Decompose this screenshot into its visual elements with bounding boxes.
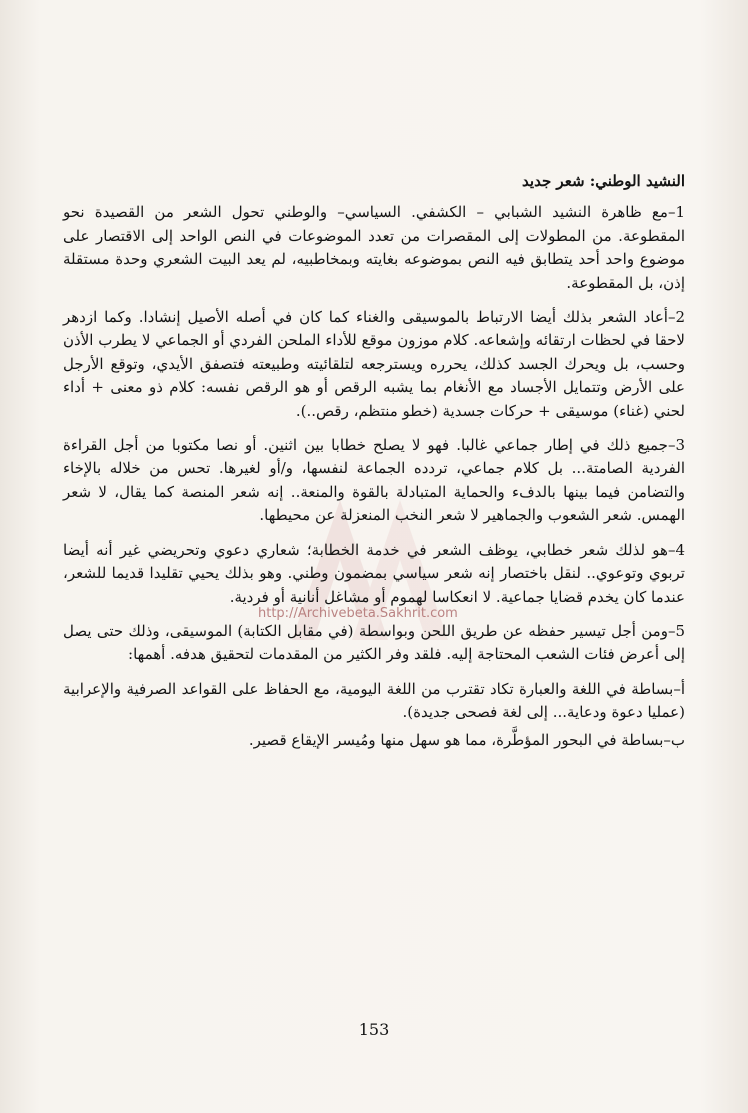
paragraph-5b: ب–بساطة في البحور المؤطَّرة، مما هو سهل منها ومُيسر الإيقاع قصير.: [248, 730, 685, 749]
paragraph-4: 4–هو لذلك شعر خطابي، يوظف الشعر في خدمة الخطابة؛ شعاري دعوي وتحريضي غير أنه أيضا تربوي وتوعوي.. لنقل باختصار إنه شعر سياسي بمضمون وطني. وهو بذلك يحيي تقليدا قديما للشعر، عندما كان يخدم قضايا جماعية. لا انعكاسا لهموم أو مشاغل أنانية أو فردية.: [63, 540, 685, 606]
paragraph-3: 3–جميع ذلك في إطار جماعي غالبا. فهو لا يصلح خطابا بين اثنين. أو نصا مكتوبا من أجل القراءة الفردية الصامتة... بل كلام جماعي، تردده الجماعة لنفسها، و/أو لغيرها. تحس من خلاله بالإخاء والتضامن فيما بينها بالدفء والحماية المتبادلة بالقوة والمنعة.. إنه شعر المنصة كما يقال، لا شعر الهمس. شعر الشعوب والجماهير لا شعر النخب المنعزلة عن محيطها.: [63, 436, 685, 525]
page-body: [63, 170, 685, 763]
watermark-url: http://Archivebeta.Sakhrit.com: [258, 606, 458, 621]
paragraph-5: 5–ومن أجل تيسير حفظه عن طريق اللحن وبواسطة (في مقابل الكتابة) الموسيقى، وذلك حتى يصل إلى أعرض فئات الشعب المحتاجة إليه. فلقد وفر الكثير من المقدمات لتحقيق هدفه. أهمها:: [63, 621, 685, 664]
paragraph-2: 2–أعاد الشعر بذلك أيضا الارتباط بالموسيقى والغناء كما كان في أصله الأصيل إنشادا. وكما ازدهر لاحقا في لحظات ارتقائه وإشعاعه. كلام موزون موقع للأداء الملحن الفردي أو الجماعي لا يطرب الأذن وحسب، بل ويحرك الجسد كذلك، يحرره ويسترجعه لتلقائيته وطبيعته فتصفق الأيدي، وتوقع الأرجل على الأرض وتتمايل الأجساد مع الأنغام بما يشبه الرقص أو هو الرقص نفسه: كلام ذو معنى + أداء لحني (غناء) موسيقى + حركات جسدية (خطو منتظم، رقص..).: [63, 308, 685, 420]
paragraph-1: 1–مع ظاهرة النشيد الشبابي – الكشفي. السياسي– والوطني تحول الشعر من القصيدة نحو المقطوعة. من المطولات إلى المقصرات من تعدد الموضوعات في النص الواحد إلى الاقتصار على موضوع واحد أحد يتطابق فيه النص بموضوعه بغايته وبمخاطبيه، لم يعد البيت الشعري وحدة مستقلة إذن، بل المقطوعة.: [63, 203, 685, 292]
section-heading: النشيد الوطني: شعر جديد: [522, 172, 685, 190]
page-number: 153: [358, 1020, 390, 1039]
paragraph-5a: أ–بساطة في اللغة والعبارة تكاد تقترب من اللغة اليومية، مع الحفاظ على القواعد الصرفية والإعرابية (عمليا دعوة ودعاية... إلى لغة فصحى جديدة).: [63, 679, 685, 722]
